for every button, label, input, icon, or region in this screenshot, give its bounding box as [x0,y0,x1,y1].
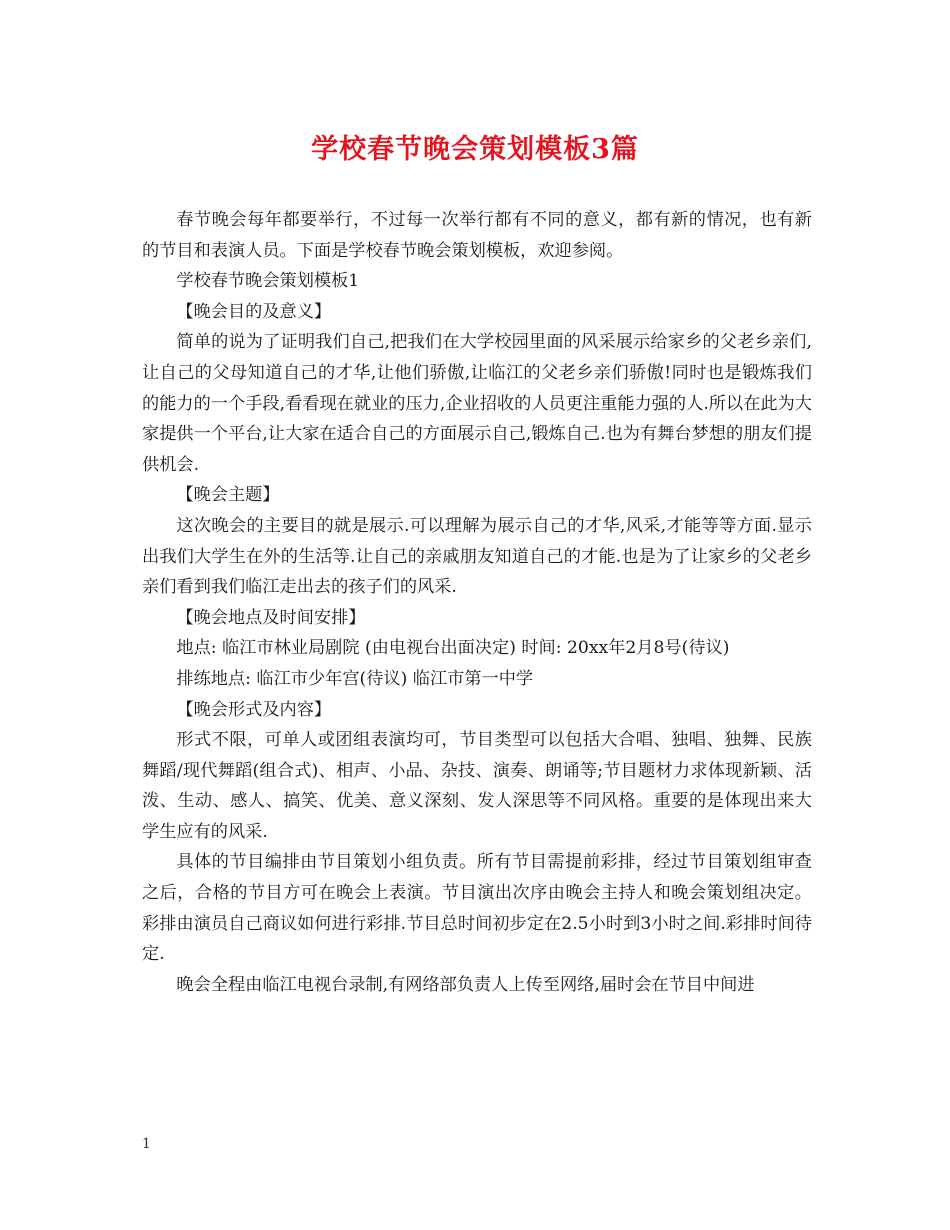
template-heading: 学校春节晚会策划模板1 [176,271,360,292]
section-heading-format: 【晚会形式及内容】 [176,699,332,720]
theme-paragraph: 这次晚会的主要目的就是展示.可以理解为展示自己的才华,风采,才能等等方面.显示出我们大学生在外的生活等.让自己的亲戚朋友知道自己的才能.也是为了让家乡的父老乡亲们看到我们临江走出去的孩子们的风采. [142,515,812,598]
format-paragraph: 形式不限，可单人或团组表演均可，节目类型可以包括大合唱、独唱、独舞、民族舞蹈/现代舞蹈(组合式)、相声、小品、杂技、演奏、朗诵等;节目题材力求体现新颖、活泼、生动、感人、搞笑、优美、意义深刻、发人深思等不同风格。重要的是体现出来大学生应有的风采. [142,730,812,842]
rehearsal-location-line: 排练地点: 临江市少年宫(待议) 临江市第一中学 [176,668,534,689]
document-body [142,205,812,1000]
purpose-paragraph: 简单的说为了证明我们自己,把我们在大学校园里面的风采展示给家乡的父老乡亲们,让自己的父母知道自己的才华,让他们骄傲,让临江的父老乡亲们骄傲!同时也是锻炼我们的能力的一个手段,看看现在就业的压力,企业招收的人员更注重能力强的人.所以在此为大家提供一个平台,让大家在适合自己的方面展示自己,锻炼自己.也为有舞台梦想的朋友们提供机会. [142,332,812,475]
section-heading-purpose: 【晚会目的及意义】 [176,301,332,322]
program-arrangement-paragraph: 具体的节目编排由节目策划小组负责。所有节目需提前彩排，经过节目策划组审查之后，合格的节目方可在晚会上表演。节目演出次序由晚会主持人和晚会策划组决定。彩排由演员自己商议如何进行彩排.节目总时间初步定在2.5小时到3小时之间.彩排时间待定. [142,852,812,965]
page-number: 1 [142,1136,151,1152]
intro-paragraph: 春节晚会每年都要举行，不过每一次举行都有不同的意义，都有新的情况，也有新的节目和表演人员。下面是学校春节晚会策划模板，欢迎参阅。 [142,210,812,261]
location-time-line: 地点: 临江市林业局剧院 (由电视台出面决定) 时间: 20xx年2月8号(待议) [176,638,730,659]
section-heading-location-time: 【晚会地点及时间安排】 [176,607,366,628]
section-heading-theme: 【晚会主题】 [176,485,280,506]
recording-paragraph: 晚会全程由临江电视台录制,有网络部负责人上传至网络,届时会在节目中间进 [176,974,755,995]
document-title: 学校春节晚会策划模板3篇 [311,134,639,165]
